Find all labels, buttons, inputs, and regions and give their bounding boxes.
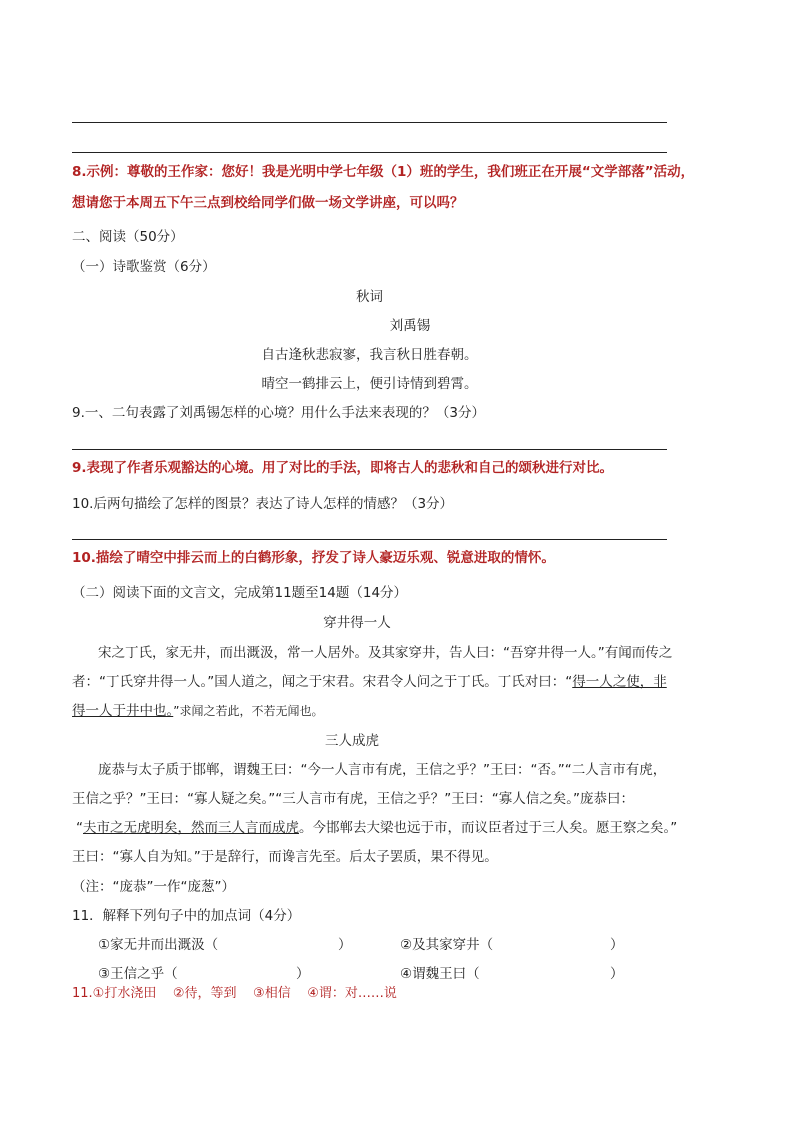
poem-author: 刘禹锡 (389, 318, 431, 334)
question-10: 10.后两句描绘了怎样的图景？表达了诗人怎样的情感？（3分） (72, 496, 454, 512)
answer-line (72, 122, 667, 123)
part2-heading: （二）阅读下面的文言文，完成第11题至14题（14分） (72, 585, 408, 601)
text1-line3 (72, 701, 323, 721)
note: （注：“庞恭”一作“庞葱”） (72, 879, 235, 895)
q8-answer-line2: 想请您于本周五下午三点到校给同学们做一场文学讲座，可以吗？ (72, 195, 464, 211)
text1-line2-text: 者：“丁氏穿井得一人。”国人道之，闻之于宋君。宋君令人问之于丁氏。丁氏对曰：“ (72, 674, 573, 690)
q8-answer-line1: 8.示例：尊敬的王作家：您好！我是光明中学七年级（1）班的学生，我们班正在开展“文学部落”活动， (72, 164, 695, 180)
question-9: 9.一、二句表露了刘禹锡怎样的心境？用什么手法来表现的？（3分） (72, 405, 485, 421)
text1-underlined-sentence: 得一人之使，非 (572, 674, 667, 690)
answer-line (72, 152, 667, 153)
part1-heading: （一）诗歌鉴赏（6分） (72, 259, 216, 275)
text1-underlined-sentence-cont: 得一人于井中也。 (72, 703, 174, 719)
text1-line1: 宋之丁氏，家无井，而出溉汲，常一人居外。及其家穿井，告人曰：“吾穿井得一人。”有闻而传之 (98, 645, 673, 661)
q10-answer: 10.描绘了晴空中排云而上的白鹤形象，抒发了诗人豪迈乐观、锐意进取的情怀。 (72, 550, 555, 566)
poem-line2: 晴空一鹤排云上，便引诗情到碧霄。 (261, 376, 478, 392)
q11-item-d-close: ） (610, 966, 624, 982)
q11-item-c-close: ） (296, 966, 310, 982)
text1-line2 (72, 672, 667, 692)
q11-item-b: ②及其家穿井（ (400, 937, 494, 953)
section2-heading: 二、阅读（50分） (72, 229, 184, 245)
question-11: 11．解释下列句子中的加点词（4分） (72, 908, 301, 924)
answer-line (72, 449, 667, 450)
text2-line3-open: “ (76, 820, 83, 836)
answer-line (72, 539, 667, 540)
text2-title: 三人成虎 (325, 733, 379, 749)
q11-item-a: ①家无井而出溉汲（ (98, 937, 219, 953)
text2-line3-text: 。今邯郸去大梁也远于市，而议臣者过于三人矣。愿王察之矣。” (299, 820, 678, 836)
text2-underlined-sentence: 夫市之无虎明矣，然而三人言而成虎 (83, 820, 299, 836)
text1-title: 穿井得一人 (323, 615, 391, 631)
q9-answer: 9.表现了作者乐观豁达的心境。用了对比的手法，即将古人的悲秋和自己的颂秋进行对比。 (72, 460, 614, 476)
q11-item-c: ③王信之乎（ (98, 966, 178, 982)
q11-answer: 11.①打水浇田 ②待，等到 ③相信 ④谓：对……说 (72, 986, 397, 1001)
q11-item-b-close: ） (610, 937, 624, 953)
text2-line4: 王曰：“寡人自为知。”于是辞行，而谗言先至。后太子罢质，果不得见。 (72, 849, 498, 865)
q11-item-a-close: ） (338, 937, 352, 953)
text2-line3 (76, 818, 677, 838)
q11-item-d: ④谓魏王曰（ (400, 966, 480, 982)
poem-title: 秋词 (356, 289, 383, 305)
text1-line3-text: ”求闻之若此，不若无闻也。 (173, 704, 324, 718)
poem-line1: 自古逢秋悲寂寥，我言秋日胜春朝。 (261, 347, 478, 363)
text2-line2: 王信之乎？”王曰：“寡人疑之矣。”“三人言市有虎，王信之乎？”王曰：“寡人信之矣。”庞恭曰： (72, 791, 634, 807)
text2-line1: 庞恭与太子质于邯郸，谓魏王曰：“今一人言市有虎，王信之乎？”王曰：“否。”“二人言市有虎， (98, 762, 667, 778)
